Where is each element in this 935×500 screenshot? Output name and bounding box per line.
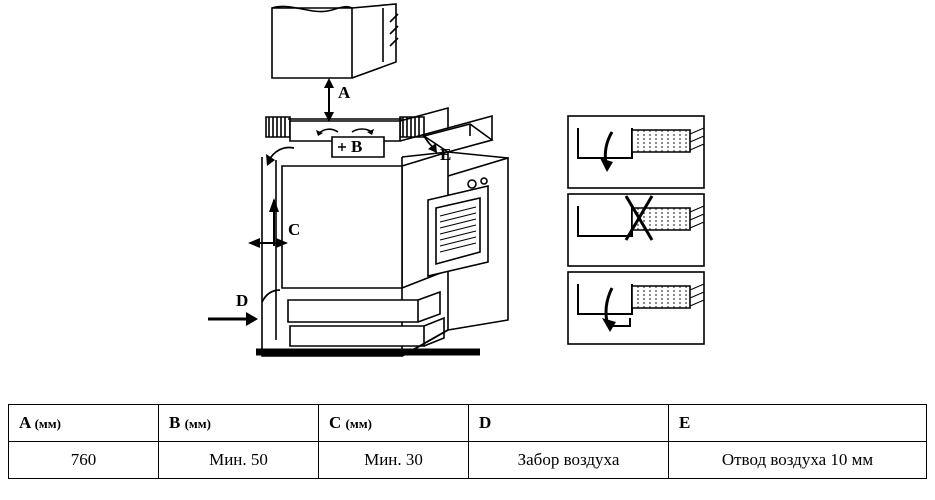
side-panel-2 (568, 194, 704, 266)
header-c-name: C (329, 413, 342, 432)
header-a-name: A (19, 413, 31, 432)
table-value-row (9, 442, 927, 479)
cabinet-oven-body (256, 152, 508, 356)
callout-label-a: A (338, 83, 351, 102)
header-a-unit: (мм) (34, 416, 61, 431)
table-cell-a-value: 760 (9, 442, 159, 479)
table-header-cell-e (669, 405, 927, 442)
header-b-name: B (169, 413, 181, 432)
table-cell-b-value: Мин. 50 (159, 442, 319, 479)
side-panel-3 (568, 272, 704, 344)
side-panel-1 (568, 116, 704, 188)
airflow-arrow-left (266, 148, 294, 166)
header-d-name: D (479, 413, 492, 432)
table-header-cell-d (469, 405, 669, 442)
table-cell-d-value: Забор воздуха (469, 442, 669, 479)
hood-upper-duct (272, 4, 398, 78)
callout-label-d: D (236, 291, 249, 310)
table-header-cell-c (319, 405, 469, 442)
callout-label-e: E (440, 145, 452, 164)
callout-label-c: C (288, 220, 301, 239)
specification-table (8, 404, 927, 479)
callout-label-b: B (351, 137, 363, 156)
table-header-cell-a (9, 405, 159, 442)
header-b-unit: (мм) (184, 416, 211, 431)
table-cell-c-value: Мин. 30 (319, 442, 469, 479)
table-cell-e-value: Отвод воздуха 10 мм (669, 442, 927, 479)
header-c-unit: (мм) (345, 416, 372, 431)
header-e-name: E (679, 413, 691, 432)
hob-assembly (266, 108, 492, 157)
table-header-row (9, 405, 927, 442)
dimension-a-arrow (324, 78, 334, 122)
table-header-cell-b (159, 405, 319, 442)
